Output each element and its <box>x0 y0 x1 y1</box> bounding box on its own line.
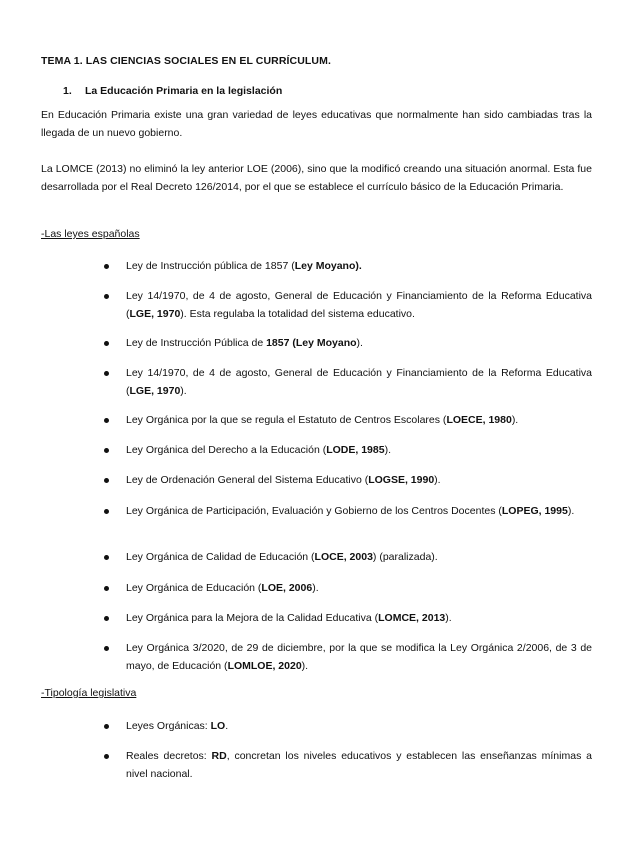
bullet-icon <box>104 448 109 453</box>
intro-paragraph-2: La LOMCE (2013) no eliminó la ley anterior LOE (2006), sino que la modificó creando una situación anormal. Esta fue desarrollada por el Real Decreto 126/2014, por el que se establece el currículo básico de la Educación Primaria. <box>41 163 592 193</box>
section-label: La Educación Primaria en la legislación <box>85 85 283 97</box>
typology-text: Reales decretos: RD, concretan los niveles educativos y establecen las enseñanzas mínimas a nivel nacional. <box>126 750 592 780</box>
law-text: Ley Orgánica por la que se regula el Estatuto de Centros Escolares (LOECE, 1980). <box>126 414 519 426</box>
bullet-icon <box>104 264 109 269</box>
bullet-icon <box>104 294 109 299</box>
law-text: Ley Orgánica del Derecho a la Educación (LODE, 1985). <box>126 444 391 456</box>
law-text: Ley Orgánica 3/2020, de 29 de diciembre, por la que se modifica la Ley Orgánica 2/2006, de 3 de mayo, de Educación (LOMLOE, 2020). <box>126 642 592 672</box>
law-text: Ley de Ordenación General del Sistema Educativo (LOGSE, 1990). <box>126 474 441 486</box>
typology-text: Leyes Orgánicas: LO. <box>126 720 229 732</box>
typology-heading: -Tipología legislativa <box>41 687 137 699</box>
bullet-icon <box>104 555 109 560</box>
bullet-icon <box>104 616 109 621</box>
bullet-icon <box>104 724 109 729</box>
law-text: Ley de Instrucción pública de 1857 (Ley Moyano). <box>126 260 362 272</box>
section-heading <box>63 85 282 97</box>
intro-paragraph-1: En Educación Primaria existe una gran variedad de leyes educativas que normalmente han sido cambiadas tras la llegada de un nuevo gobierno. <box>41 109 592 139</box>
bullet-icon <box>104 509 109 514</box>
law-text: Ley de Instrucción Pública de 1857 (Ley Moyano). <box>126 337 363 349</box>
bullet-icon <box>104 371 109 376</box>
bullet-icon <box>104 418 109 423</box>
law-text: Ley Orgánica de Participación, Evaluación y Gobierno de los Centros Docentes (LOPEG, 1995). <box>126 505 575 517</box>
law-text: Ley 14/1970, de 4 de agosto, General de Educación y Financiamiento de la Reforma Educativa (LGE, 1970). <box>126 367 592 397</box>
law-text: Ley Orgánica de Educación (LOE, 2006). <box>126 582 319 594</box>
document-title: TEMA 1. LAS CIENCIAS SOCIALES EN EL CURRÍCULUM. <box>41 55 331 67</box>
law-text: Ley Orgánica de Calidad de Educación (LOCE, 2003) (paralizada). <box>126 551 438 563</box>
law-text: Ley 14/1970, de 4 de agosto, General de Educación y Financiamiento de la Reforma Educativa (LGE, 1970). Esta regulaba la totalidad del sistema educativo. <box>126 290 592 320</box>
law-text: Ley Orgánica para la Mejora de la Calidad Educativa (LOMCE, 2013). <box>126 612 452 624</box>
laws-heading: -Las leyes españolas <box>41 228 140 240</box>
bullet-icon <box>104 646 109 651</box>
section-number: 1. <box>63 85 72 97</box>
bullet-icon <box>104 478 109 483</box>
bullet-icon <box>104 341 109 346</box>
bullet-icon <box>104 586 109 591</box>
bullet-icon <box>104 754 109 759</box>
